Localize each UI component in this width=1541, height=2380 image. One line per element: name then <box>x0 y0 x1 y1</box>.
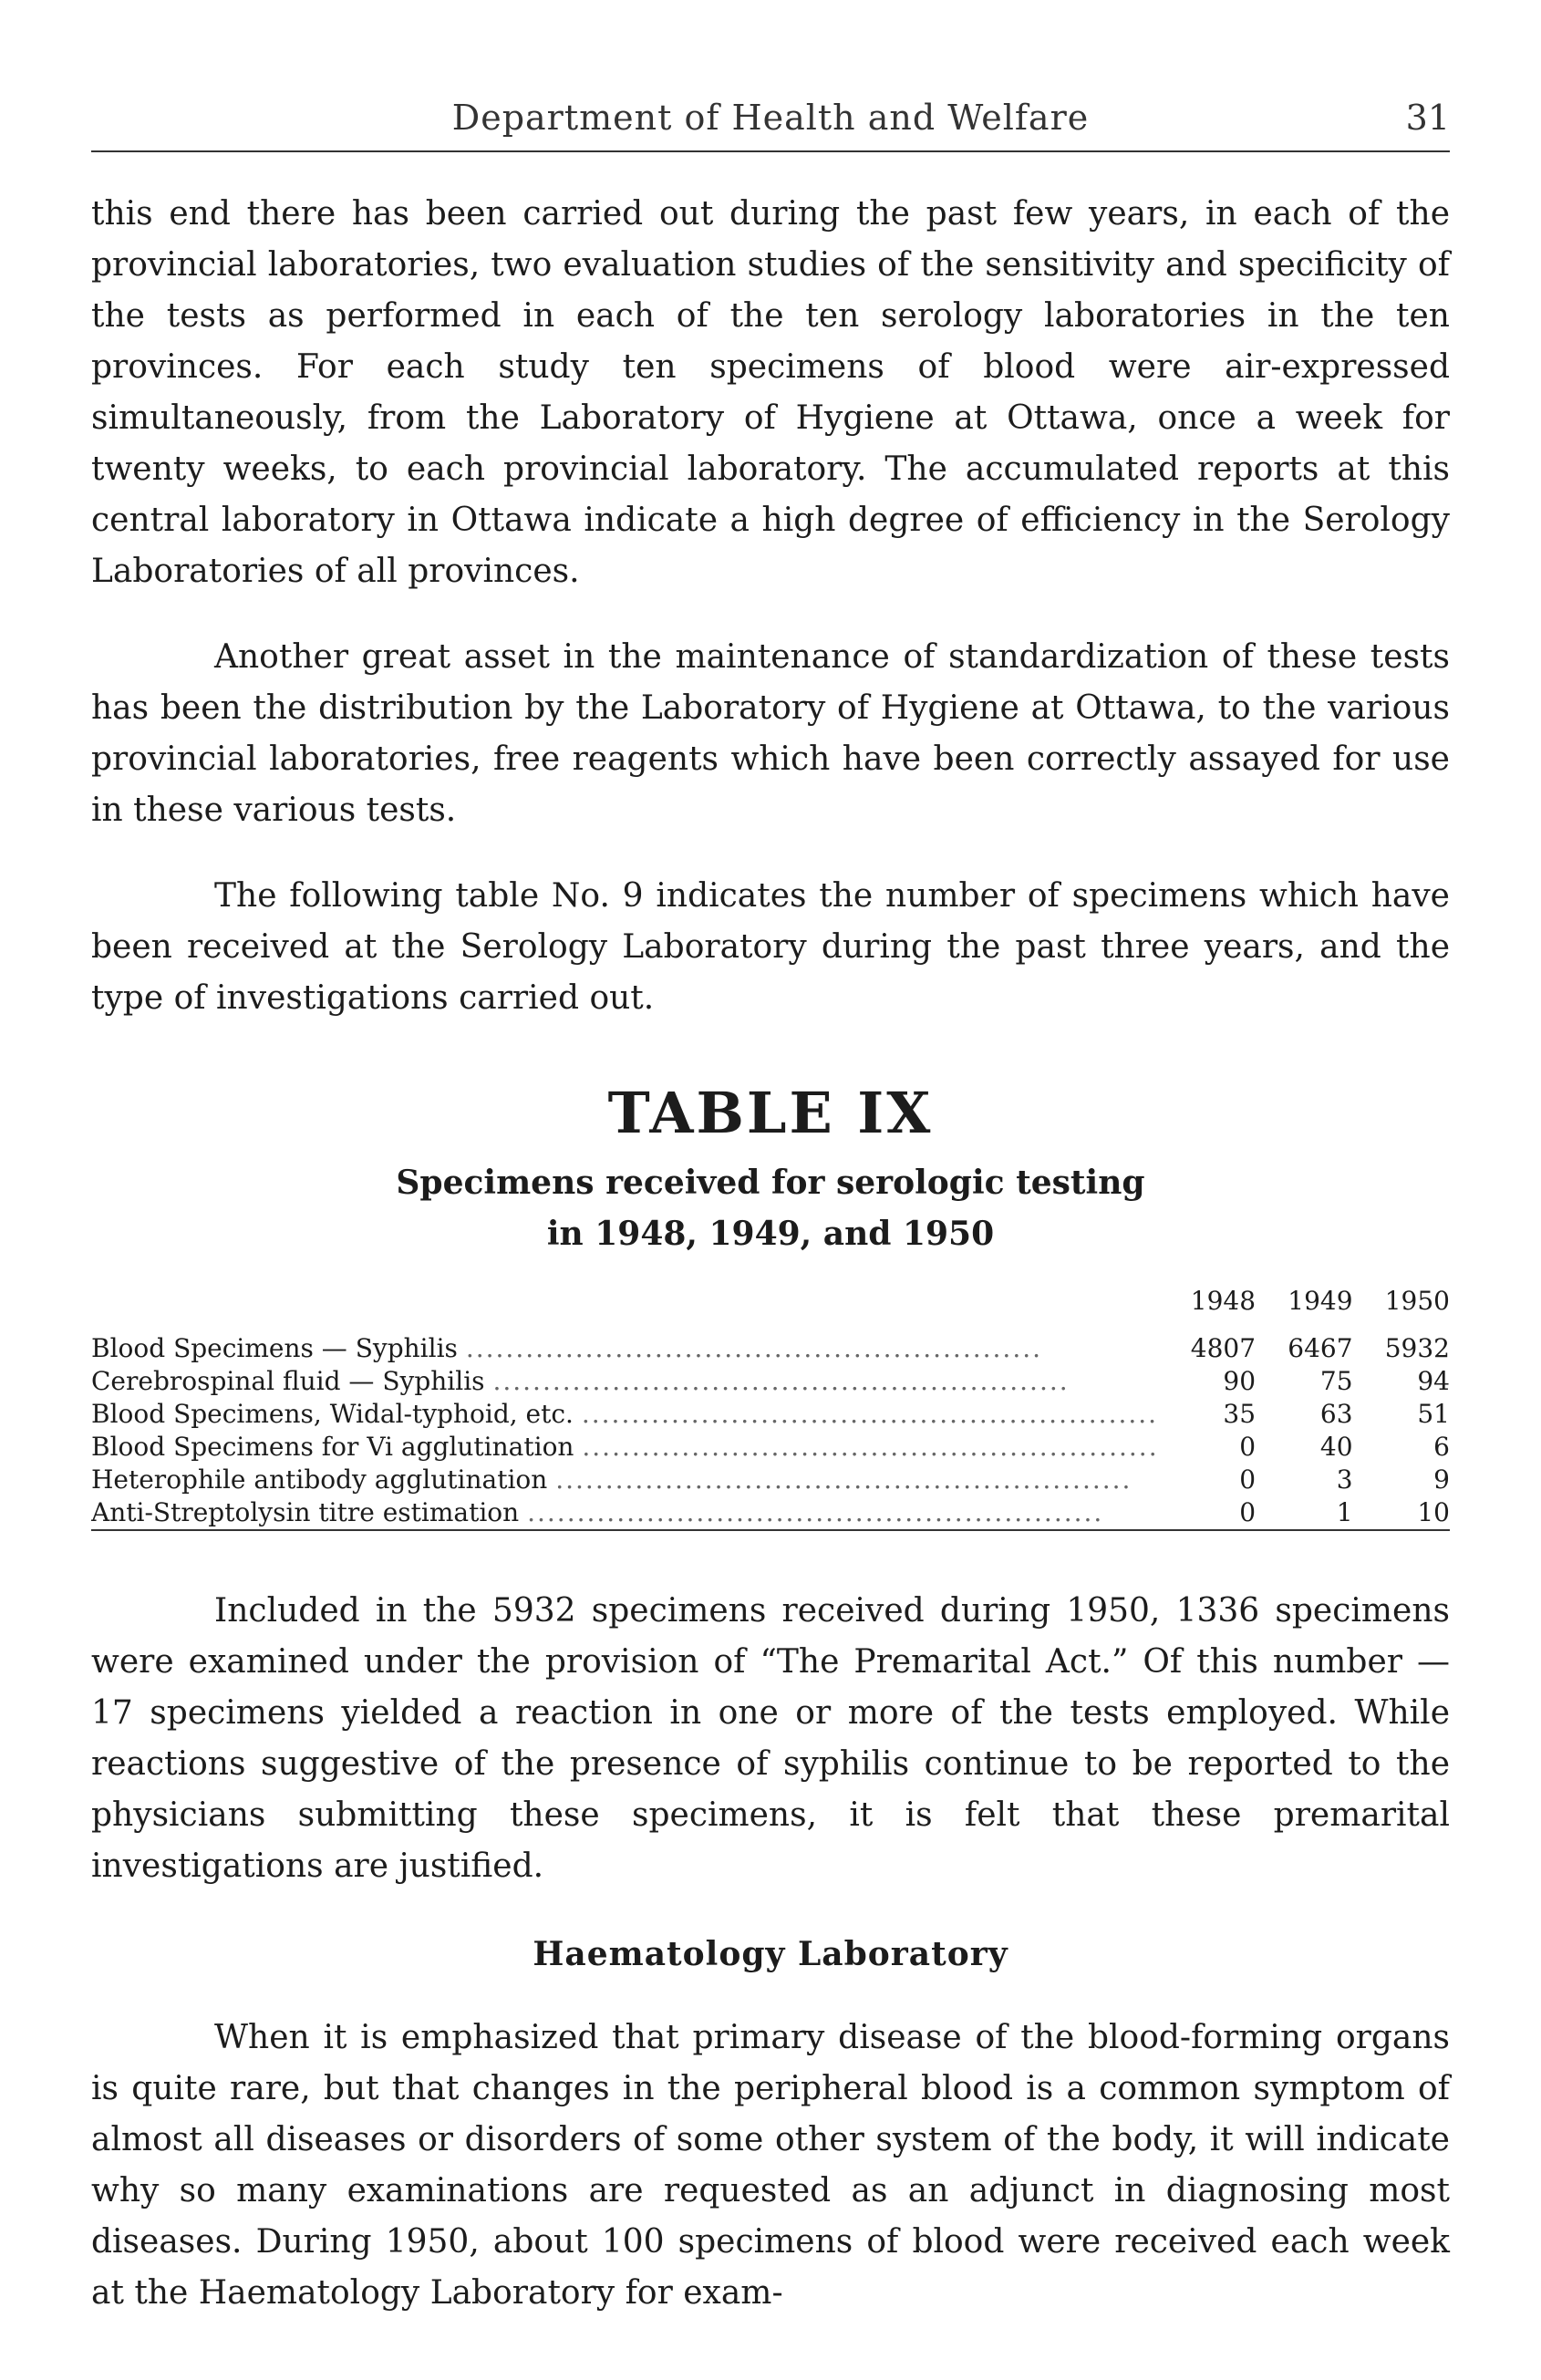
dot-leader: .......................................................... <box>555 1464 1132 1495</box>
table-cell: 94 <box>1417 1366 1450 1396</box>
row-label: Cerebrospinal fluid — Syphilis <box>91 1366 485 1396</box>
table-cell: 10 <box>1353 1496 1450 1530</box>
row-label: Blood Specimens — Syphilis <box>91 1333 458 1363</box>
dot-leader: .......................................................... <box>492 1366 1070 1396</box>
paragraph-haematology: When it is emphasized that primary disease of the blood-forming organs is quite rare, but that changes in the peripheral blood is a common symptom of almost all diseases or disorders of some other system of the body, it will indicate why so many examinations are requested as an adjunct in diagnosing most diseases. During 1950, about 100 specimens of blood were received each week at the Haematology Laboratory for exam- <box>91 2019 1450 2312</box>
table-cell: 40 <box>1319 1432 1353 1462</box>
table-cell: 90 <box>1223 1366 1257 1396</box>
running-title: Department of Health and Welfare <box>451 98 1090 138</box>
table-title: TABLE IX <box>607 1080 934 1146</box>
table-cell: 75 <box>1319 1366 1353 1396</box>
table-cell: 5932 <box>1384 1333 1450 1363</box>
table-cell: 0 <box>1239 1432 1257 1462</box>
paragraph-table-intro: The following table No. 9 indicates the number of specimens which have been received at the Serology Laboratory during the past three years, and the type of investigations carried out. <box>91 877 1450 1017</box>
dot-leader: .......................................................... <box>581 1399 1159 1429</box>
row-label: Heterophile antibody agglutination <box>91 1464 548 1495</box>
table-row <box>91 1398 1450 1431</box>
row-label: Blood Specimens for Vi agglutination <box>91 1432 574 1462</box>
paragraph-continuation: this end there has been carried out during the past few years, in each of the provincial laboratories, two evaluation studies of the sensitivity and specificity of the tests as performed in each of the ten serology laboratories in the ten provinces. For each study ten specimens of blood were air-expressed simultaneously, from the Laboratory of Hygiene at Ottawa, once a week for twenty weeks, to each provincial laboratory. The accumulated reports at this central laboratory in Ottawa indicate a high degree of efficiency in the Serology Laboratories of all provinces. <box>91 195 1450 590</box>
table-subtitle-line1: Specimens received for serologic testing <box>396 1164 1145 1202</box>
table-row <box>91 1496 1450 1530</box>
dot-leader: .......................................................... <box>527 1497 1104 1527</box>
table-cell: 35 <box>1223 1399 1257 1429</box>
table-cell: 6467 <box>1288 1333 1353 1363</box>
document-page <box>91 87 1450 2354</box>
running-header <box>91 87 1450 152</box>
table-cell: 4807 <box>1190 1333 1257 1363</box>
table-cell: 6 <box>1433 1432 1450 1462</box>
table-cell: 63 <box>1319 1399 1353 1429</box>
table-cell: 0 <box>1159 1496 1256 1530</box>
table-cell: 1 <box>1256 1496 1352 1530</box>
column-header-year: 1949 <box>1288 1286 1353 1316</box>
table-row <box>91 1365 1450 1398</box>
table-cell: 51 <box>1417 1399 1450 1429</box>
table-cell: 3 <box>1336 1464 1353 1495</box>
specimens-table <box>91 1276 1450 1531</box>
column-header-label <box>91 1276 1159 1332</box>
dot-leader: .......................................................... <box>465 1333 1043 1363</box>
table-subtitle-line2: in 1948, 1949, and 1950 <box>546 1215 995 1253</box>
dot-leader: .......................................................... <box>582 1432 1159 1462</box>
table-row <box>91 1464 1450 1496</box>
paragraph-premarital: Included in the 5932 specimens received during 1950, 1336 specimens were examined under the provision of “The Premarital Act.” Of this number — 17 specimens yielded a reaction in one or more of the tests employed. While reactions suggestive of the presence of syphilis continue to be reported to the physicians submitting these specimens, it is felt that these premarital investigations are justified. <box>91 1592 1450 1885</box>
row-label: Anti-Streptolysin titre estimation <box>91 1497 520 1527</box>
section-heading: Haematology Laboratory <box>533 1935 1008 1973</box>
column-header-year: 1948 <box>1190 1286 1257 1316</box>
page-number: 31 <box>1405 98 1450 138</box>
table-cell: 9 <box>1433 1464 1450 1495</box>
table-cell: 0 <box>1239 1464 1257 1495</box>
body-text <box>91 189 1450 2319</box>
table-row <box>91 1332 1450 1365</box>
column-header-year: 1950 <box>1384 1286 1450 1316</box>
table-row <box>91 1431 1450 1464</box>
paragraph-reagents: Another great asset in the maintenance of standardization of these tests has been the distribution by the Laboratory of Hygiene at Ottawa, to the various provincial laboratories, free reagents which have been correctly assayed for use in these various tests. <box>91 638 1450 829</box>
table-header-row <box>91 1276 1450 1332</box>
row-label: Blood Specimens, Widal-typhoid, etc. <box>91 1399 574 1429</box>
